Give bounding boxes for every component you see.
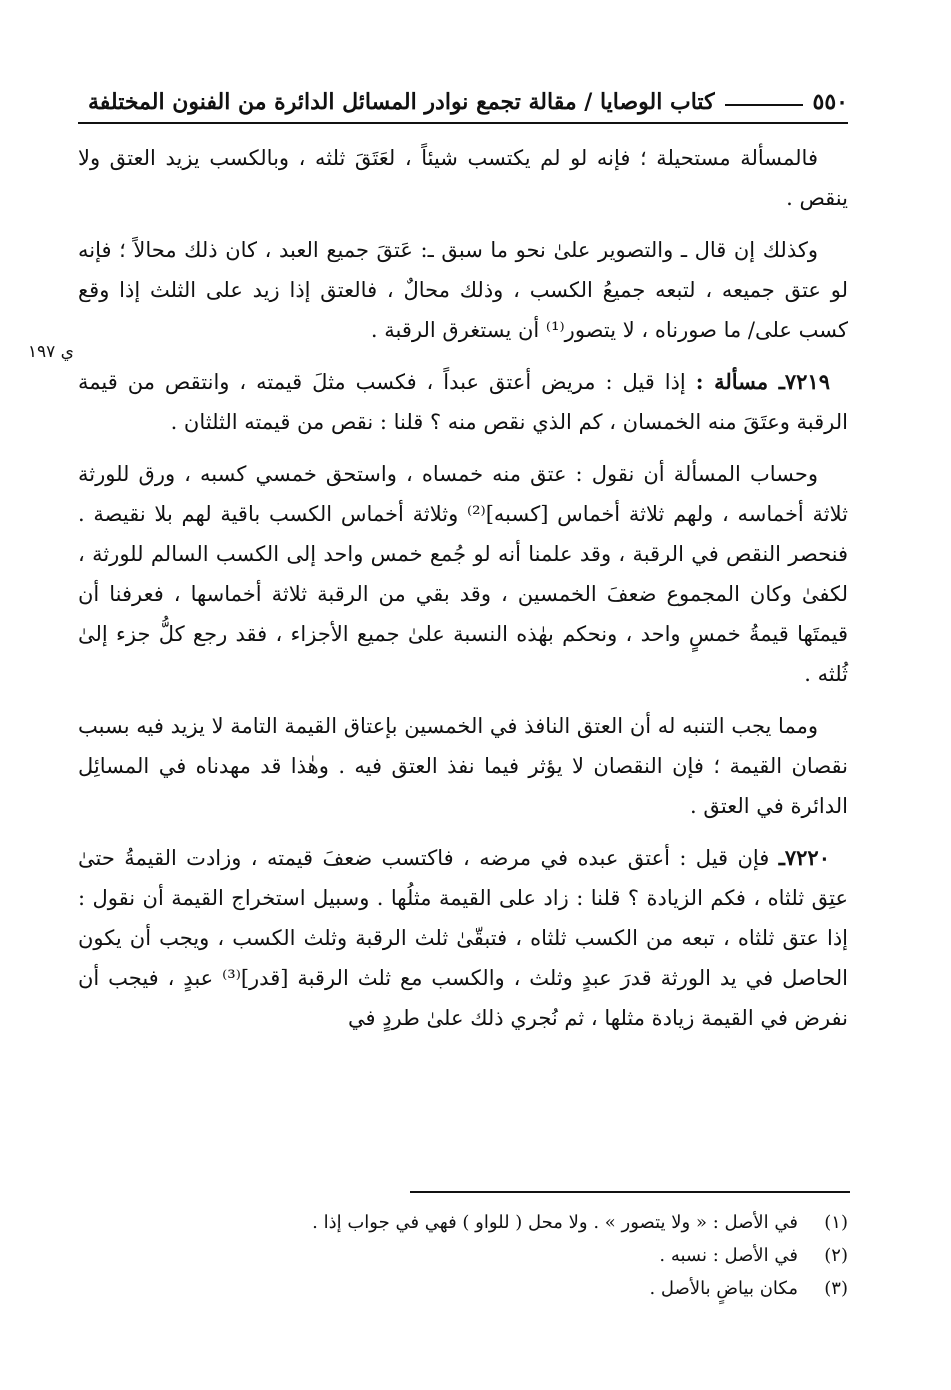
running-header: [78, 82, 848, 124]
footnote-text: مكان بياضٍ بالأصل .: [649, 1278, 798, 1299]
marginal-manuscript-ref: ي ١٩٧: [27, 342, 74, 362]
paragraph: فالمسألة مستحيلة ؛ فإنه لو لم يكتسب شيئاً ، لعَتَقَ ثلثه ، وبالكسب يزيد العتق ولا ينقص .: [78, 146, 848, 210]
main-text: [78, 138, 848, 1050]
footnote-text: في الأصل : نسبه .: [659, 1245, 798, 1266]
paragraph: وحساب المسألة أن نقول : عتق منه خمساه ، واستحق خمسي كسبه ، ورق للورثة ثلاثة أخماسه ، ولهم ثلاثة أخماس [كسبه]⁽²⁾ وثلاثة أخماس الكسب باقية لهم بلا نقيصة . فنحصر النقص في الرقبة ، وقد علمنا أنه لو جُمع خمس واحد إلى الكسب السالم للورثة ، لكفىٰ وكان المجموع ضعفَ الخمسين ، وقد بقي من الرقبة ثلاثة أخماسها ، فعرفنا أن قيمتَها قيمةُ خمسٍ واحد ، ونحكم بهٰذه النسبة علىٰ جميع الأجزاء ، فقد رجع كلُّ جزء إلىٰ ثُلثه .: [78, 462, 848, 686]
running-title: كتاب الوصايا / مقالة تجمع نوادر المسائل الدائرة من الفنون المختلفة: [87, 89, 715, 115]
question-label: ٧٢١٩ـ مسألة :: [695, 369, 830, 394]
question-label: ٧٢٢٠ـ: [778, 845, 830, 870]
paragraph: ومما يجب التنبه له أن العتق النافذ في الخمسين بإعتاق القيمة التامة لا يزيد فيه بسبب نقصان القيمة ؛ فإن النقصان لا يؤثر فيما نفذ العتق فيه . وهٰذا قد مهدناه في المسائِل الدائرة في العتق .: [78, 714, 848, 818]
question-text: إذا قيل : مريض أعتق عبداً ، فكسب مثلَ قيمته ، وانتقص من قيمة الرقبة وعتَقَ منه الخمسان ، كم الذي نقص منه ؟ قلنا : نقص من قيمته الثلثان .: [78, 370, 848, 434]
question-text: فإن قيل : أعتق عبده في مرضه ، فاكتسب ضعفَ قيمته ، وزادت القيمةُ حتىٰ عتِق ثلثاه ، فكم الزيادة ؟ قلنا : زاد على القيمة مثلُها . وسبيل استخراج القيمة أن نقول : إذا عتق ثلثاه ، تبعه من الكسب ثلثاه ، فتبقّىٰ ثلث الرقبة وثلث الكسب ، ويجب أن يكون الحاصل في يد الورثة قدرَ عبدٍ وثلث ، والكسب مع ثلث الرقبة [قدر]⁽³⁾ عبدٍ ، فيجب أن نفرض في القيمة زيادة مثلها ، ثم نُجري ذلك علىٰ طردٍ في: [78, 846, 849, 1030]
question-7220: [78, 838, 848, 1038]
footnote-number: (٣): [824, 1278, 848, 1299]
question-7219: [78, 362, 848, 442]
footnote: [78, 1206, 848, 1239]
footnote: [78, 1272, 848, 1305]
paragraph: وكذلك إن قال ـ والتصوير علىٰ نحو ما سبق ـ: عَتقَ جميع العبد ، كان ذلك محالاً ؛ فإنه لو عتق جميعه ، لتبعه جميعُ الكسب ، وذلك محالٌ ، فالعتق إذا زيد على الثلث إذا وقع كسب على/ ما صورناه ، لا يتصور⁽¹⁾ أن يستغرق الرقبة .: [78, 238, 848, 342]
footnote-number: (١): [824, 1212, 848, 1233]
footnote-text: في الأصل : « ولا يتصور » . ولا محل ( للواو ) فهي في جواب إذا .: [312, 1212, 798, 1233]
footnote: [78, 1239, 848, 1272]
header-rule: [725, 104, 803, 106]
footnote-divider: [410, 1191, 850, 1193]
footnote-number: (٢): [824, 1245, 848, 1266]
footnotes: [78, 1206, 848, 1305]
page-number: ٥٥٠: [812, 89, 848, 115]
